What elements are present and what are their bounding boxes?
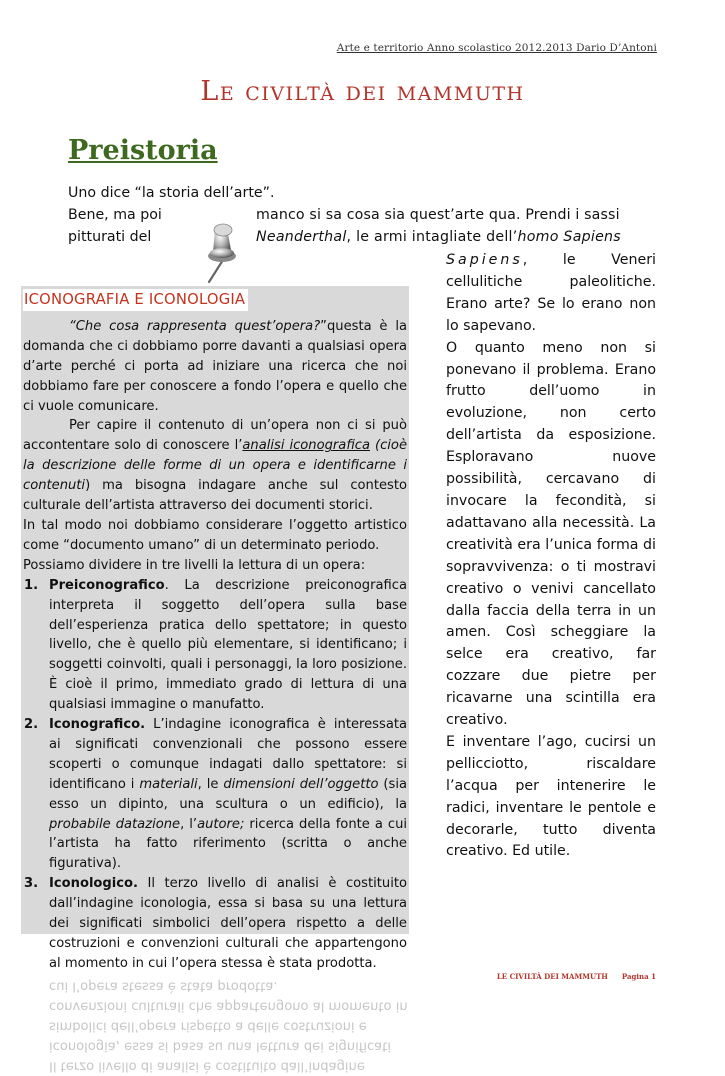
intro-text: Uno dice “la storia dell’arte”. [68, 185, 275, 201]
intro-text: Bene, ma poi [68, 207, 162, 223]
box-text: Per capire il contenuto di un’opera non ci si può accontentare solo di conoscere l’ [23, 418, 407, 454]
list-item [23, 874, 407, 974]
italic-text: materiali [139, 776, 198, 792]
box-text: ) ma bisogna indagare anche sul contesto culturale dell’artista attraverso dei documenti storici. [23, 478, 407, 514]
list-item [23, 576, 407, 715]
intro-line-1 [68, 182, 658, 204]
box-paragraph-2 [23, 416, 407, 516]
box-paragraph-4: Possiamo dividere in tre livelli la lettura di un opera: [23, 557, 366, 573]
italic-text: Sapiens [446, 252, 523, 268]
list-item [23, 715, 407, 874]
levels-list [23, 576, 407, 974]
box-heading: ICONOGRAFIA E ICONOLOGIA [23, 289, 248, 311]
intro-line-3 [68, 226, 658, 248]
right-paragraph-3: E inventare l’ago, cucirsi un pellicciotto, riscaldare l’acqua per intenerire le radici, inventare le pentole e decorarle, tutto diventa creativo. Ed utile. [446, 733, 656, 860]
page-footer [483, 972, 656, 981]
section-title: Preistoria [68, 135, 218, 166]
list-text: Il terzo livello di analisi è costituito dall’indagine iconologia, essa si basa su una lettura dei significati simbolici dell’opera rispetto a delle costruzioni e convenzioni culturali che appartengono al momento in cui l’opera stessa è stata prodotta. [49, 876, 407, 971]
list-text: ricerca della fonte a cui l’artista ha fatto riferimento (scritta o anche figurativa). [49, 816, 408, 872]
page-number: Pagina 1 [621, 972, 656, 981]
list-number: 2. [24, 717, 39, 733]
box-reflection [21, 976, 409, 1074]
intro-text: pitturati del [68, 229, 152, 245]
intro-text: , le armi intagliate dell’ [346, 229, 518, 245]
right-text: , le Veneri cellulitiche paleolitiche. Erano arte? Se lo erano non lo sapevano. [446, 252, 656, 334]
right-column [446, 250, 656, 863]
list-term: Iconografico. [49, 717, 146, 733]
intro-line-2 [68, 204, 658, 226]
list-text: , le [197, 776, 224, 792]
right-paragraph-1 [446, 250, 656, 338]
italic-text: Neanderthal [256, 229, 347, 245]
intro-text: manco si sa cosa sia quest’arte qua. Prendi i sassi [256, 207, 620, 223]
document-title: Le civiltà dei mammuth [200, 76, 525, 107]
list-term: Preiconografico [49, 577, 165, 593]
italic-text: dimensioni dell’oggetto [223, 776, 379, 792]
list-number: 3. [24, 876, 39, 892]
list-text: . La descrizione preiconografica interpreta il soggetto dell’opera sulla base dell’esperienza pratica dello spettatore; in questo livello, che è quello più elementare, si identificano; i soggetti coinvolti, quali i personaggi, la loro posizione. È cioè il primo, immediato grado di lettura di una qualsiasi immagine o manufatto. [49, 577, 407, 713]
box-paragraph-3: In tal modo noi dobbiamo considerare l’oggetto artistico come “documento umano” di un determinato periodo. [23, 517, 407, 553]
italic-text: autore; [197, 816, 245, 832]
iconography-box [21, 286, 409, 971]
pushpin-icon [193, 220, 245, 286]
list-text: L’indagine iconografica è interessata ai significati convenzionali che possono essere scoperti o comunque indagati dallo spettatore: si identificano i [49, 717, 407, 792]
list-term: Iconologico. [49, 876, 139, 892]
list-number: 1. [24, 577, 39, 593]
reflection-text: Il terzo livello di analisi è costituito dall’indagine iconologia, essa si basa su una lettura dei significati simbolici dell’opera rispetto a delle costruzioni e convenzioni culturali che appartengono al momento in cui l’opera stessa è stata prodotta. [49, 978, 408, 1074]
list-text: , l’ [180, 816, 198, 832]
page-header: Arte e territorio Anno scolastico 2012.2013 Dario D’Antoni [336, 42, 657, 54]
box-paragraph-1 [23, 317, 407, 417]
italic-text: homo Sapiens [517, 229, 621, 245]
list-text: (sia esso un dipinto, una scultura o un edificio), la [49, 776, 407, 812]
right-paragraph-2: O quanto meno non si ponevano il problema. Erano frutto dell’uomo in evoluzione, non certo dell’artista da esposizione. Esploravano nuove possibilità, cercavano di invocare la fecondità, si adattavano alla necessità. La creatività era l’unica forma di sopravvivenza: o ti mostravi creativo o venivi cancellato dalla faccia della terra in un amen. Così scheggiare la selce era creativo, far cozzare due pietre per ricavarne una scintilla era creativo. [446, 339, 656, 729]
box-text: ”questa è la domanda che ci dobbiamo porre davanti a qualsiasi opera d’arte perché ci porta ad iniziare una ricerca che noi dobbiamo fare per conoscere a fondo l’opera e quello che ci vuole comunicare. [23, 318, 407, 414]
italic-text: (cioè la descrizione delle forme di un opera e identificarne i contenuti [23, 438, 407, 494]
intro-text [256, 226, 621, 248]
underlined-term: analisi iconografica [242, 438, 370, 454]
italic-text: “Che cosa rappresenta quest’opera? [69, 318, 321, 334]
footer-title: LE CIVILTÀ DEI MAMMUTH [496, 972, 608, 981]
italic-text: probabile datazione [49, 816, 181, 832]
